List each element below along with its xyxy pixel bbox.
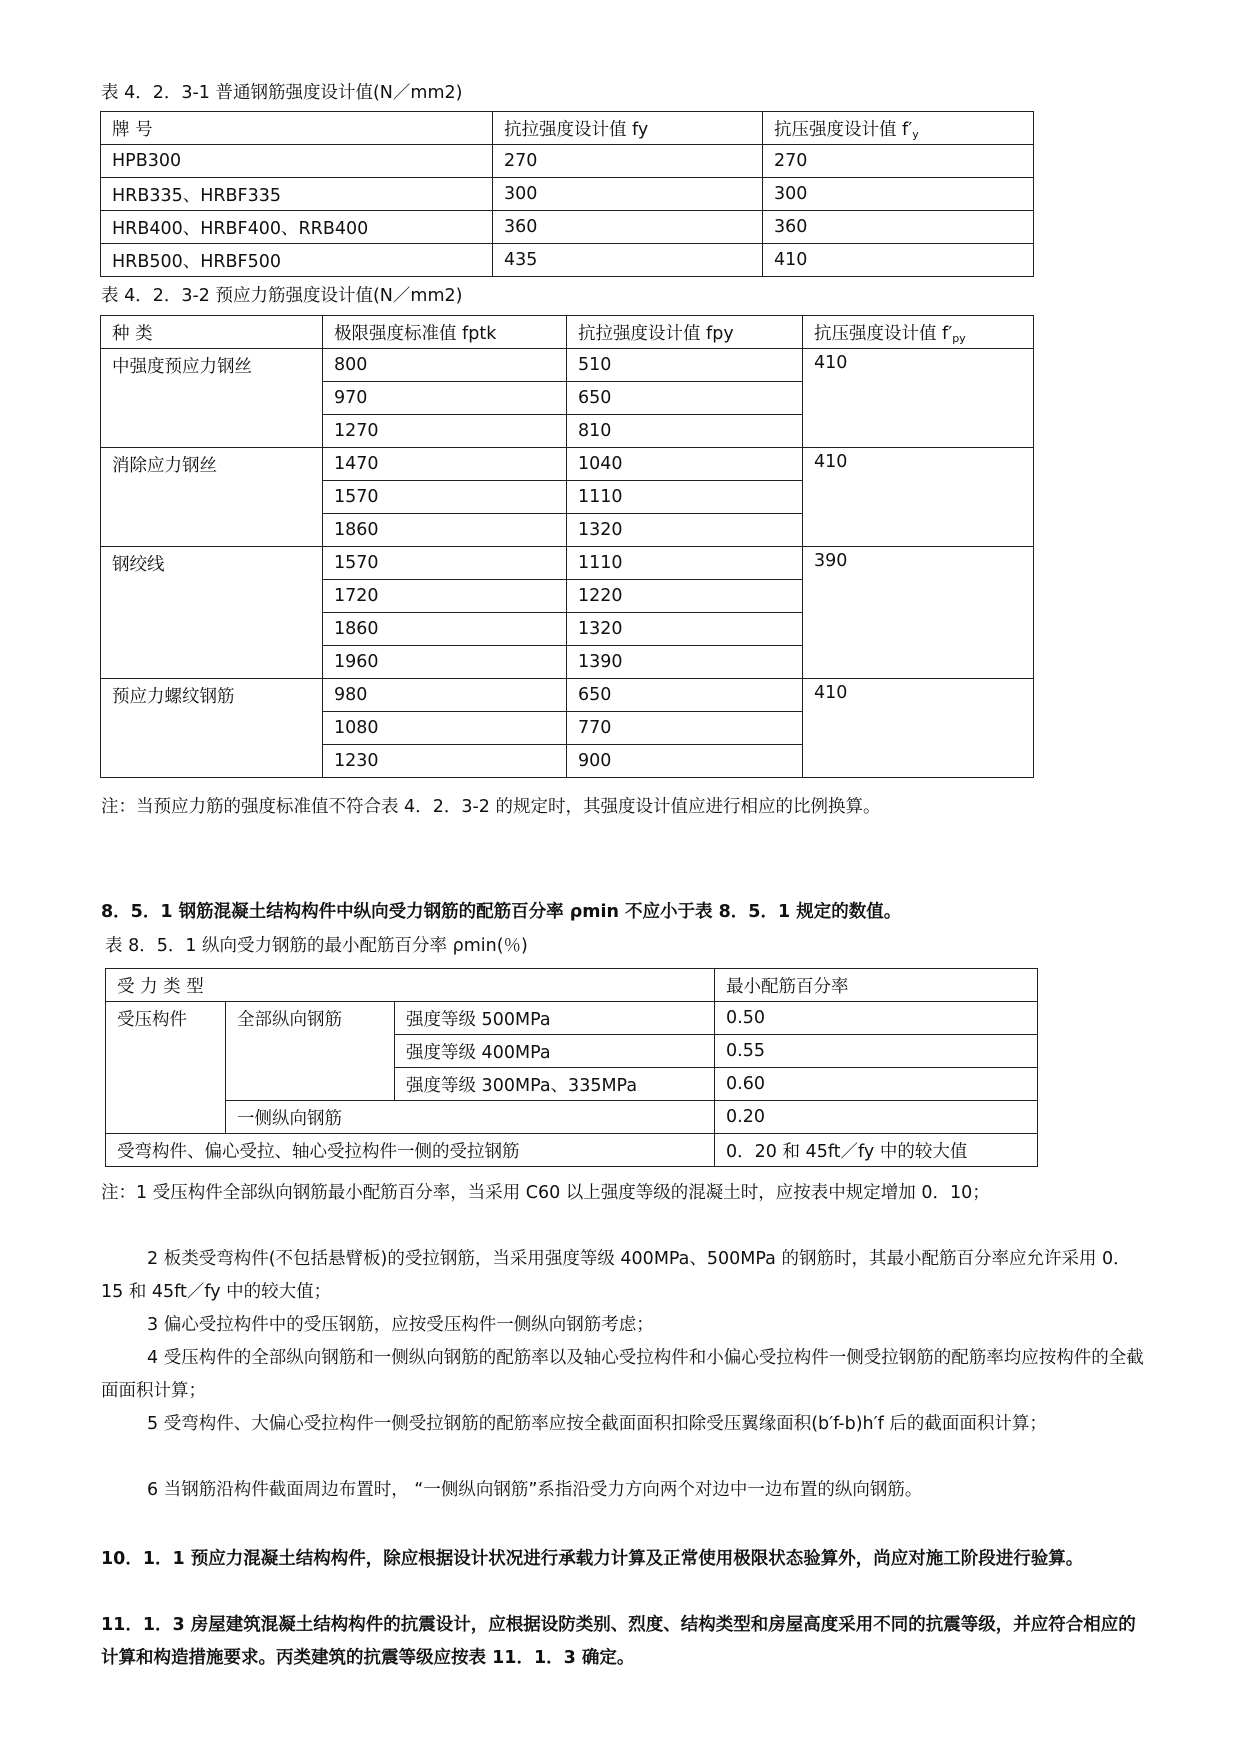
- clause-1011: 10．1．1 预应力混凝土结构构件，除应根据设计状况进行承载力计算及正常使用极限状态验算外，尚应对施工阶段进行验算。: [101, 1549, 1084, 1569]
- table2-cell: 650: [567, 679, 803, 712]
- table-min-reinforcement-ratio: [105, 968, 1038, 1167]
- table2-cell: 1570: [323, 547, 567, 580]
- table1-cell: 360: [763, 211, 1034, 244]
- table-row: [101, 679, 1034, 712]
- clause-1113: 11．1．3 房屋建筑混凝土结构构件的抗震设计，应根据设防类别、烈度、结构类型和房屋高度采用不同的抗震等级，并应符合相应的计算和构造措施要求。丙类建筑的抗震等级应按表 11．1．3 确定。: [101, 1615, 1136, 1668]
- table2-cell: 1320: [567, 514, 803, 547]
- note-851-4: 4 受压构件的全部纵向钢筋和一侧纵向钢筋的配筋率以及轴心受拉构件和小偏心受拉构件一侧受拉钢筋的配筋率均应按构件的全截面面积计算；: [101, 1348, 1144, 1401]
- table3-header-type: 受 力 类 型: [106, 969, 715, 1002]
- table2-cell: 1320: [567, 613, 803, 646]
- table2-header-fpy: 抗拉强度设计值 fpy: [567, 316, 803, 349]
- table2-category: 中强度预应力钢丝: [101, 349, 323, 448]
- table2-cell: 800: [323, 349, 567, 382]
- table2-category: 消除应力钢丝: [101, 448, 323, 547]
- table2-cell: 1570: [323, 481, 567, 514]
- table2-cell: 1110: [567, 481, 803, 514]
- table2-comp-value: 410: [803, 349, 1034, 448]
- table2-cell: 770: [567, 712, 803, 745]
- table2-cell: 1860: [323, 514, 567, 547]
- table1-cell: HRB400、HRBF400、RRB400: [101, 211, 493, 244]
- table3-cell: 受弯构件、偏心受拉、轴心受拉构件一侧的受拉钢筋: [106, 1134, 715, 1167]
- table2-header-compressive: 抗压强度设计值 $f'_{py}$: [803, 316, 1034, 349]
- table-row: [101, 547, 1034, 580]
- table1-cell: 300: [493, 178, 763, 211]
- table3-cell: 0.20: [715, 1101, 1038, 1134]
- table-row: [101, 145, 1034, 178]
- table2-cell: 1470: [323, 448, 567, 481]
- table3-all-longitudinal: 全部纵向钢筋: [226, 1002, 395, 1101]
- table1-cell: 435: [493, 244, 763, 277]
- table2-cell: 510: [567, 349, 803, 382]
- table-row: [101, 244, 1034, 277]
- note-851-1: 注：1 受压构件全部纵向钢筋最小配筋百分率，当采用 C60 以上强度等级的混凝土时，应按表中规定增加 0．10；: [101, 1183, 990, 1203]
- table2-category: 预应力螺纹钢筋: [101, 679, 323, 778]
- table1-header-grade: 牌 号: [101, 112, 493, 145]
- table1-header-tensile: 抗拉强度设计值 fy: [493, 112, 763, 145]
- table2-header-fptk: 极限强度标准值 fptk: [323, 316, 567, 349]
- table2-category: 钢绞线: [101, 547, 323, 679]
- table2-cell: 1230: [323, 745, 567, 778]
- table1-cell: 270: [493, 145, 763, 178]
- table3-compression-member: 受压构件: [106, 1002, 226, 1134]
- table2-note: 注：当预应力筋的强度标准值不符合表 4．2．3-2 的规定时，其强度设计值应进行相应的比例换算。: [101, 797, 881, 817]
- table2-header-row: [101, 316, 1034, 349]
- table3-header-row: [106, 969, 1038, 1002]
- table-row: [101, 349, 1034, 382]
- table1-cell: 360: [493, 211, 763, 244]
- note-851-3: 3 偏心受拉构件中的受压钢筋，应按受压构件一侧纵向钢筋考虑；: [147, 1315, 654, 1335]
- table3-cell: 0.50: [715, 1002, 1038, 1035]
- table2-cell: 810: [567, 415, 803, 448]
- table2-caption: 表 4．2．3-2 预应力筋强度设计值(N／mm2): [101, 286, 463, 306]
- table-ordinary-rebar-strength: [100, 111, 1034, 277]
- table2-cell: 1040: [567, 448, 803, 481]
- table3-header-ratio: 最小配筋百分率: [715, 969, 1038, 1002]
- table2-cell: 650: [567, 382, 803, 415]
- table2-cell: 980: [323, 679, 567, 712]
- table3-cell: 强度等级 500MPa: [395, 1002, 715, 1035]
- table2-cell: 970: [323, 382, 567, 415]
- table2-cell: 1860: [323, 613, 567, 646]
- table1-header-row: [101, 112, 1034, 145]
- table1-header-compressive: 抗压强度设计值 $f'_y$: [763, 112, 1034, 145]
- table2-cell: 1720: [323, 580, 567, 613]
- table3-cell: 0.55: [715, 1035, 1038, 1068]
- table-row: [106, 1101, 1038, 1134]
- table-row: [106, 1134, 1038, 1167]
- table1-cell: HRB500、HRBF500: [101, 244, 493, 277]
- table3-caption: 表 8．5．1 纵向受力钢筋的最小配筋百分率 ρmin(％): [105, 936, 528, 956]
- table3-cell: 强度等级 300MPa、335MPa: [395, 1068, 715, 1101]
- table-row: [101, 211, 1034, 244]
- table2-header-type: 种 类: [101, 316, 323, 349]
- table-row: [101, 448, 1034, 481]
- table1-cell: 410: [763, 244, 1034, 277]
- table-row: [101, 178, 1034, 211]
- table2-cell: 1220: [567, 580, 803, 613]
- table2-comp-value: 410: [803, 679, 1034, 778]
- table2-comp-value: 410: [803, 448, 1034, 547]
- table3-cell: 0．20 和 45ft／fy 中的较大值: [715, 1134, 1038, 1167]
- note-851-6: 6 当钢筋沿构件截面周边布置时， “一侧纵向钢筋”系指沿受力方向两个对边中一边布置的纵向钢筋。: [147, 1480, 923, 1500]
- table-row: [106, 1002, 1038, 1035]
- table3-cell: 0.60: [715, 1068, 1038, 1101]
- table3-cell: 一侧纵向钢筋: [226, 1101, 715, 1134]
- section-851-heading: 8．5．1 钢筋混凝土结构构件中纵向受力钢筋的配筋百分率 ρmin 不应小于表 8．5．1 规定的数值。: [101, 902, 902, 922]
- table2-cell: 1960: [323, 646, 567, 679]
- table2-cell: 900: [567, 745, 803, 778]
- table1-caption: 表 4．2．3-1 普通钢筋强度设计值(N／mm2): [101, 83, 463, 103]
- note-851-5: 5 受弯构件、大偏心受拉构件一侧受拉钢筋的配筋率应按全截面面积扣除受压翼缘面积(b′f-b)h′f 后的截面面积计算；: [147, 1414, 1047, 1434]
- table1-cell: HPB300: [101, 145, 493, 178]
- table2-cell: 1080: [323, 712, 567, 745]
- table-prestress-strength: [100, 315, 1034, 778]
- table1-cell: 300: [763, 178, 1034, 211]
- note-851-2: 2 板类受弯构件(不包括悬臂板)的受拉钢筋，当采用强度等级 400MPa、500MPa 的钢筋时，其最小配筋百分率应允许采用 0．15 和 45ft／fy 中的较大值；: [101, 1249, 1131, 1302]
- table2-cell: 1110: [567, 547, 803, 580]
- table2-cell: 1390: [567, 646, 803, 679]
- table2-comp-value: 390: [803, 547, 1034, 679]
- table2-cell: 1270: [323, 415, 567, 448]
- table1-cell: 270: [763, 145, 1034, 178]
- table1-cell: HRB335、HRBF335: [101, 178, 493, 211]
- table3-cell: 强度等级 400MPa: [395, 1035, 715, 1068]
